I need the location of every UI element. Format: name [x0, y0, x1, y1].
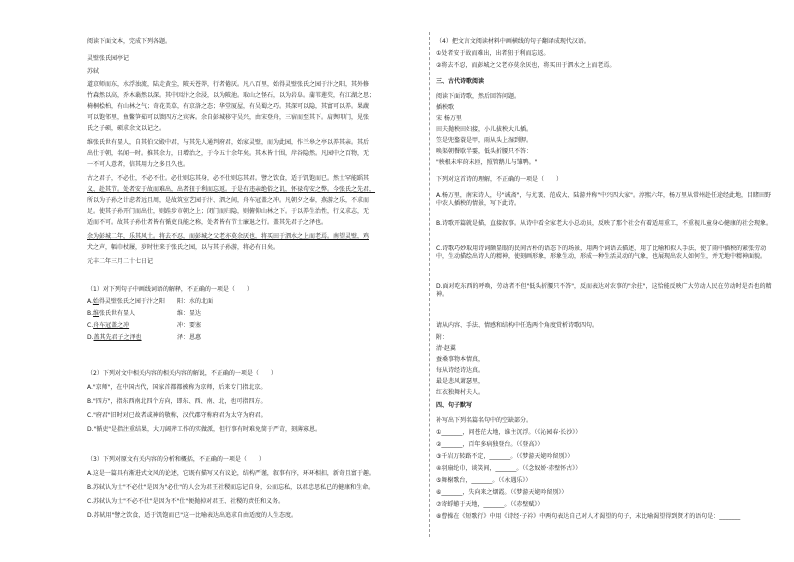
question-stem: 补写出下列名篇名句中的空缺部分。	[436, 417, 533, 424]
section-heading-dictation: 四、句子默写	[436, 402, 473, 409]
paragraph-line: 一不可人意者，信其用力之多且久也。	[87, 161, 190, 168]
fill-blank-item: ⑤舞榭歌台，_______。（《永遇乐》）	[436, 477, 532, 484]
paragraph-line: 竹森然以高，乔木蓊然以深。其中因汴之余浸，以为陂池。取山之怪石，以为岩阜。蒲苇莲芡，有江湖之思；	[87, 92, 376, 99]
paragraph-line: 古之君子，不必仕，不必不仕。必仕则忘其身，必不仕则忘其君。譬之饮食，适于饥饱而已。然士罕能蹈其	[87, 175, 370, 182]
reading-instruction: 阅读下面文本，完成下列各题。	[87, 38, 172, 45]
fill-blank-item: ⑥_______，失向来之烟霞。（《梦游天姥吟留别》）	[436, 489, 568, 496]
appendix-line: 清·赵翼	[436, 345, 456, 352]
appendix-line: 最是悲风萧瑟里，	[436, 378, 485, 385]
option-c: C.诗歌巧妙取用诗词颇显眼的民间古朴的语态下的场景，用两个词语去描述，用了比喻和拟人手法，使了雨中插秧的紧张劳动中，生动描绘出诗人的精神，使刻画形象，形象生动，形成一种生活灵动的气象，也展现出农人如何生，并无地中精神面貌。	[436, 245, 767, 260]
underlined-sentence-line: 义、赴其节。处者安于故而难出，出者狃于利而忘返。于是有违亲绝俗之讥，怀禄苟安之弊。今张氏之先君，	[87, 186, 376, 193]
question-stem: （2）下列对文中相关内容的相关内容的解说，不正确的一项是（ ）	[87, 370, 277, 377]
question-stem: （1）对下列句子中画线词语的解释，不正确的一项是（ ）	[87, 286, 253, 293]
paragraph-line: 可以饱邻里，鱼鳖笋茹可以馈四方之宾客。余自彭城移守吴兴，由宋登舟，三宿而至其下。肩舆叩门，见张	[87, 114, 370, 121]
question-stem: （4）把文言文阅读材料中画横线的句子翻译成现代汉语。	[436, 38, 590, 45]
translation-item: ②将去不忍，而彭城之父老亦莫余厌也，将买田于泗水之上而老焉。	[436, 62, 616, 69]
poem-author: 宋 杨万里	[436, 115, 462, 122]
option-b: B.维张氏世有显人 维：显达	[87, 310, 202, 317]
appendix-line: 红衣独舞村夫人。	[436, 389, 485, 396]
option-c: C.舟车冠盖之冲 冲：要塞	[87, 322, 202, 329]
poem-line: 唤渠朝餐歇半霎，低头折腰只不答：	[436, 148, 533, 155]
appendix-line: 蚕桑事物本情真，	[436, 356, 485, 363]
paragraph-line: 适而不可。故其子孙仕者皆有循吏良能之称，处者皆有节士廉退之行。盖其先君子之泽也。	[87, 219, 328, 226]
fill-blank-item: ②_______，百年多病独登台。（《登高》）	[436, 441, 544, 448]
fill-blank-item: ①_______，问苍茫大地，谁主沉浮。（《沁园春·长沙》）	[436, 429, 582, 436]
poem-line: "秧根未牢莳未匝，照管鹅儿与雏鸭。"	[436, 159, 538, 166]
option-b: B.苏轼认为士"不必仕"是因为"必仕"的人会为君王社稷而忘记自身，公而忘私，以君忠思私已的健康和生命。	[87, 484, 375, 491]
fill-blank-item: ③千岩万转路不定，_______。（《梦游天姥吟留别》）	[436, 453, 574, 460]
section-heading-poetry: 三、古代诗歌阅读	[436, 78, 485, 85]
paragraph-line: 出仕于朝，名闻一时。推其余力，日增治之，于今五十余年矣。其木皆十围，岸谷隐然。凡园中之百物，无	[87, 150, 370, 157]
poem-line: 笠是兜鍪蓑是甲，雨从头上湿到胛。	[436, 137, 533, 144]
poem-title: 插秧歌	[436, 104, 455, 111]
paragraph-line: 足。使其子孙开门而出仕，则跬步市朝之上；闭门而归隐，则俯仰山林之下。于以养生治性，行义求志，无	[87, 208, 370, 215]
fill-blank-item: ⑧曹操在《短歌行》中用《诗经·子衿》中两句表达自己对人才渴望的句子，末比喻渴望得到贤才的语句是：_______	[436, 513, 741, 520]
appendix-line: 每从诗经诗达真。	[436, 367, 485, 374]
option-d: D.苏轼用"譬之饮食，适于饥饱而已"这一比喻表达出追求自由适度的人生态度。	[87, 512, 298, 519]
question-stem: 请从内容、手法、情感和结构中任选两个角度赏析诗歌四句。	[436, 322, 599, 329]
option-d: D.面对吃东西的呼唤，劳动者不但"低头折腰只不答"，反而表达对农事的"余拄"，这恰能反映广大劳动人民在劳动时是否也的精神。	[436, 283, 772, 298]
question-stem: （3）下列对原文有关内容的分析和概括，不正确的一项是（ ）	[87, 456, 265, 463]
paragraph-line: 犬之声，幅巾杖屦，岁时往来于张氏之园，以与其子孙游，将必有日矣。	[87, 244, 280, 251]
translation-item: ①处者安于故而难出，出者狃于利而忘返。	[436, 50, 550, 57]
option-a: A.杨万里，南宋诗人，号"诚斋"，与尤袤、范成大、陆游并称"中兴四大家"。淳熙六年，杨万里从常州赴任途经此地，目睹田野中农人插秧的情景，写下此诗。	[436, 192, 771, 207]
option-b: B."四方"，指东西南北四个方向，即东、西、南、北，也可指四方。	[87, 398, 267, 405]
paragraph-line: 所以为子孙之计虑者远且周，是故筑室艺园于汴、泗之间，舟车冠盖之冲。凡朝夕之奉，燕游之乐，不求而	[87, 197, 370, 204]
option-c: C.苏轼认为士"不必不仕"是因为不"仕"便抛掉对君王、社稷的责任和义务。	[87, 498, 285, 505]
option-c: C."府君"旧时对已故者或神的敬称，汉代郡守称府君为太守为府君。	[87, 412, 267, 419]
option-b: B.诗歌开篇就是描，直接叙事。从诗中看全家老大小总动员，反映了那个社会有着适用重工，不重视儿童身心健康的社会现象。	[436, 220, 773, 227]
essay-title: 灵壁张氏园亭记	[87, 55, 130, 62]
poem-instruction: 阅读下面诗歌，然后回答问题。	[436, 93, 521, 100]
option-a: A."京师"，在中国古代，国家首都都被称为京师，后来专门指北京。	[87, 384, 267, 391]
fill-blank-item: ⑦寄蜉蝣于天地，_______。（《赤壁赋》）	[436, 501, 544, 508]
appendix-line: 附：	[436, 334, 449, 341]
option-d: D."循吏"是指注重结果，大刀阔斧工作的实做派，但行事有时难免简于严苛，刻薄寡恩。	[87, 426, 322, 433]
paragraph-line: 道京师而东，水浮浊流，陆走黄尘，陂天苍莽，行者倦厌。凡八百里，始得灵壁张氏之园于汴之阳，其外修	[87, 81, 370, 88]
essay-author: 苏轼	[87, 68, 100, 75]
essay-date: 元丰二年三月二十七日记	[87, 258, 154, 265]
option-a: A.始得灵壁张氏之园于汴之阳 阳：水的北面	[87, 298, 214, 305]
paragraph-line: 椅桐桧柏，有山林之气；奇花美草，有京洛之态；华堂厦屋，有吴蜀之巧。其深可以隐，其富可以养。果蔬	[87, 103, 370, 110]
option-a: A.这是一篇具有渐进式文风的论述，它既有描写又有议论，结构严谨，叙事有序，环环相扣，新奇且富于趣。	[87, 470, 375, 477]
paragraph-line: 氏之子硕，硕求余文以记之。	[87, 125, 166, 132]
underlined-sentence-line: 余为彭城二年，乐其风土。将去不忍，而彭城之父老亦莫余厌也，将买田于泗水之上而老焉。南望灵壁，鸡	[87, 233, 370, 240]
question-stem: 下列对这首诗的理解，不正确的一项是（ ）	[436, 176, 563, 183]
column-divider	[429, 32, 430, 537]
paragraph-line: 维张氏世有显人，自其伯父殿中君，与其先人通判府君，始家灵壁，而为此园，作兰皋之亭以养其亲。其后	[87, 139, 370, 146]
fill-blank-item: ④羽扇纶巾，谈笑间，_______。（《念奴娇·赤壁怀古》）	[436, 465, 582, 472]
poem-line: 田夫抛秧田妇接，小儿拔秧大儿插。	[436, 126, 533, 133]
option-d: D.盖其先君子之泽也 泽：恩惠	[87, 334, 202, 341]
